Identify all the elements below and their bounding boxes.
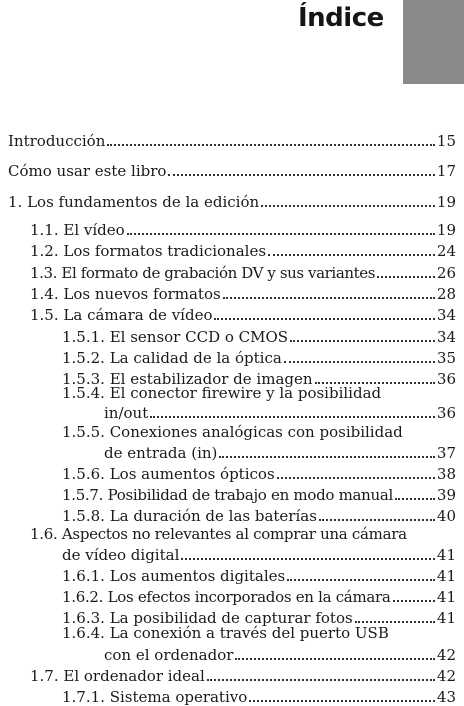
- dot-leader: [150, 416, 435, 418]
- toc-page-number: 19: [436, 193, 456, 211]
- dot-leader: [214, 318, 434, 320]
- toc-entry-label: Introducción: [8, 132, 106, 150]
- toc-entry-label: 1.5.2. La calidad de la óptica: [62, 349, 282, 367]
- toc-entry-1-5[interactable]: [30, 302, 456, 324]
- dot-leader: [290, 340, 435, 342]
- toc-entry-label: 1.1. El vídeo: [30, 221, 125, 239]
- dot-leader: [355, 621, 435, 623]
- page-title: Índice: [298, 3, 384, 33]
- toc-entry-1-7[interactable]: [30, 663, 456, 685]
- dot-leader: [168, 174, 434, 176]
- toc-page-number: 41: [436, 546, 456, 564]
- toc-entry-label: 1.5.1. El sensor CCD o CMOS: [62, 328, 289, 346]
- toc-page-number: 24: [436, 242, 456, 260]
- dot-leader: [249, 700, 435, 702]
- toc-entry-label: 1.5.6. Los aumentos ópticos: [62, 465, 275, 483]
- toc-page-number: 34: [436, 328, 456, 346]
- toc-page-number: 17: [436, 162, 456, 180]
- toc-page-number: 41: [436, 609, 456, 627]
- toc-entry-1-5-5[interactable]: [104, 440, 456, 462]
- toc-entry-1-4[interactable]: [30, 281, 456, 303]
- toc-entry-label: 1.6.1. Los aumentos digitales: [62, 567, 286, 585]
- toc-entry-label: 1.2. Los formatos tradicionales: [30, 242, 267, 260]
- toc-entry-introduccion[interactable]: [8, 128, 456, 150]
- dot-leader: [207, 679, 435, 681]
- dot-leader: [107, 144, 435, 146]
- toc-entry-1-5-4-line-1[interactable]: 1.5.4. El conector firewire y la posibilidad: [62, 384, 382, 402]
- toc-entry-label: 1.5.8. La duración de las baterías: [62, 507, 317, 525]
- toc-entry-label: 1.7.1. Sistema operativo: [62, 688, 248, 706]
- toc-page-number: 38: [436, 465, 456, 483]
- dot-leader: [284, 361, 435, 363]
- toc-entry-1-6-4-line-1[interactable]: 1.6.4. La conexión a través del puerto USB: [62, 624, 389, 642]
- toc-entry-label: de entrada (in): [104, 444, 218, 462]
- toc-page-number: 36: [436, 404, 456, 422]
- toc-entry-1-5-5-line-1[interactable]: 1.5.5. Conexiones analógicas con posibilidad: [62, 423, 403, 441]
- dot-leader: [261, 205, 435, 207]
- toc-entry-como-usar[interactable]: [8, 158, 456, 180]
- toc-page-number: 41: [436, 567, 456, 585]
- toc-entry-1-5-7[interactable]: [62, 482, 456, 504]
- toc-entry-label: 1.3. El formato de grabación DV y sus variantes: [30, 264, 376, 282]
- dot-leader: [393, 600, 435, 602]
- toc-entry-1-5-8[interactable]: [62, 503, 456, 525]
- toc-page-number: 42: [436, 646, 456, 664]
- toc-entry-chapter-1[interactable]: [8, 189, 456, 211]
- toc-page-number: 26: [436, 264, 456, 282]
- toc-entry-label: 1. Los fundamentos de la edición: [8, 193, 260, 211]
- toc-entry-1-5-4[interactable]: [104, 400, 456, 422]
- toc-entry-label: 1.5.7. Posibilidad de trabajo en modo manual: [62, 486, 393, 504]
- toc-page-number: 19: [436, 221, 456, 239]
- dot-leader: [287, 579, 435, 581]
- toc-entry-1-6-2[interactable]: [62, 584, 456, 606]
- toc-entry-1-6-1[interactable]: [62, 563, 456, 585]
- toc-entry-label: con el ordenador: [104, 646, 234, 664]
- toc-page-number: 37: [436, 444, 456, 462]
- toc-page-number: 39: [436, 486, 456, 504]
- dot-leader: [235, 658, 435, 660]
- toc-entry-label: 1.6.3. La posibilidad de capturar fotos: [62, 609, 353, 627]
- toc-entry-label: de vídeo digital: [62, 546, 180, 564]
- dot-leader: [395, 498, 435, 500]
- dot-leader: [377, 276, 435, 278]
- toc-page-number: 43: [436, 688, 456, 706]
- toc-entry-1-2[interactable]: [30, 238, 456, 260]
- toc-entry-1-6-4[interactable]: [104, 642, 456, 664]
- toc-entry-1-6-line-1[interactable]: 1.6. Aspectos no relevantes al comprar una cámara: [30, 525, 407, 543]
- dot-leader: [223, 297, 435, 299]
- dot-leader: [319, 519, 435, 521]
- toc-entry-1-7-1[interactable]: [62, 684, 456, 706]
- toc-entry-1-6[interactable]: [62, 542, 456, 564]
- toc-entry-1-5-1[interactable]: [62, 324, 456, 346]
- toc-entry-label: Cómo usar este libro: [8, 162, 167, 180]
- dot-leader: [277, 477, 435, 479]
- toc-page-number: 36: [436, 370, 456, 388]
- dot-leader: [219, 456, 435, 458]
- toc-entry-1-5-2[interactable]: [62, 345, 456, 367]
- toc-page-number: 28: [436, 285, 456, 303]
- dot-leader: [181, 558, 435, 560]
- toc-entry-label: 1.4. Los nuevos formatos: [30, 285, 221, 303]
- toc-entry-label: in/out: [104, 404, 149, 422]
- toc-entry-label: 1.5. La cámara de vídeo: [30, 306, 213, 324]
- dot-leader: [127, 233, 435, 235]
- toc-entry-label: 1.5.3. El estabilizador de imagen: [62, 370, 313, 388]
- toc-page-number: 40: [436, 507, 456, 525]
- toc-entry-label: 1.7. El ordenador ideal: [30, 667, 205, 685]
- toc-entry-1-1[interactable]: [30, 217, 456, 239]
- dot-leader: [268, 254, 435, 256]
- toc-entry-1-5-6[interactable]: [62, 461, 456, 483]
- toc-entry-label: 1.6.2. Los efectos incorporados en la cámara: [62, 588, 391, 606]
- toc-page-number: 15: [436, 132, 456, 150]
- toc-page-number: 41: [436, 588, 456, 606]
- toc-page-number: 35: [436, 349, 456, 367]
- toc-page-number: 42: [436, 667, 456, 685]
- toc-page-number: 34: [436, 306, 456, 324]
- toc-entry-1-3[interactable]: [30, 260, 456, 282]
